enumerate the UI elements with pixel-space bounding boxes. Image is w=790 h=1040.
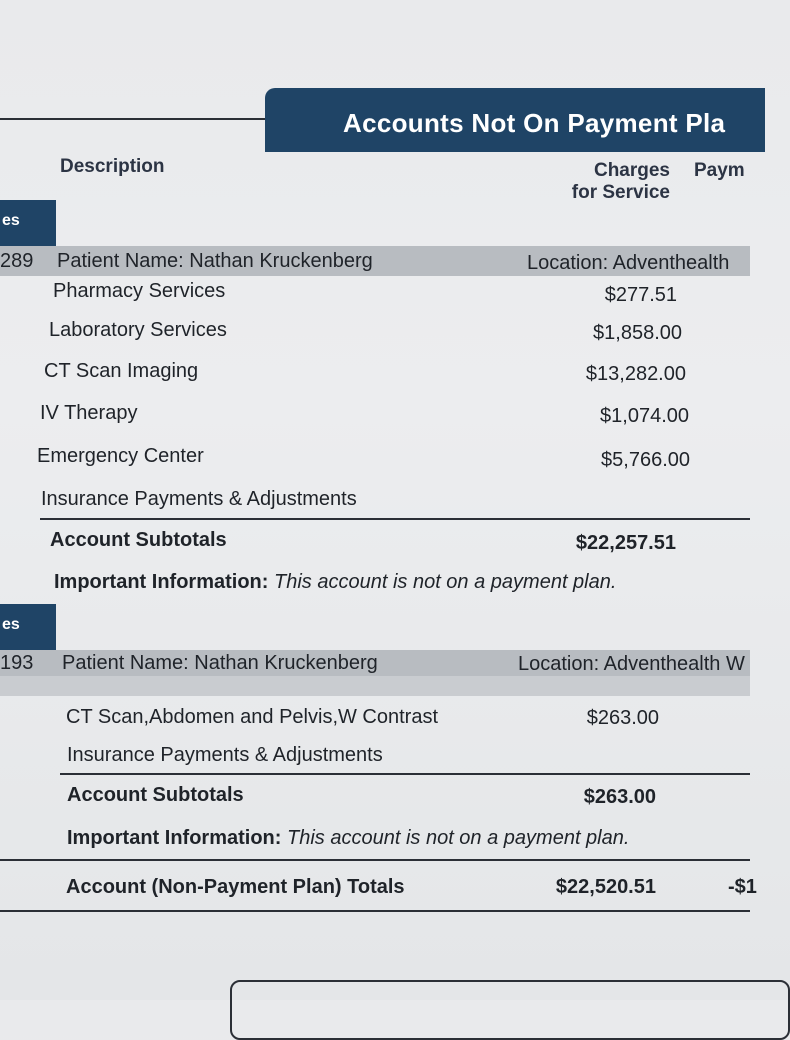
line-item-amount: $1,074.00 [600,405,689,427]
line-item-amount: $1,858.00 [593,322,682,344]
account-tab-label: es [2,616,20,633]
account-number: 193 [0,652,34,674]
subtotal-rule [60,773,750,775]
charges-line1: Charges [593,160,670,181]
line-item-label: IV Therapy [40,402,138,424]
patient-row-shade [0,676,750,696]
patient-name: Patient Name: Nathan Kruckenberg [57,250,373,272]
account-tab [0,200,56,246]
column-header-description: Description [60,156,165,177]
subtotal-rule [40,518,750,520]
important-info-text: This account is not on a payment plan. [287,827,630,849]
important-info-label: Important Information: [67,827,282,849]
next-section-frame [230,980,790,1040]
line-item-label: CT Scan Imaging [44,360,199,382]
line-item-label: Pharmacy Services [53,280,226,302]
line-item-amount: $13,282.00 [585,363,686,385]
totals-label: Account (Non-Payment Plan) Totals [66,876,405,898]
important-info-label: Important Information: [54,571,269,593]
column-header-payments: Paym [694,160,745,181]
line-item-amount: $263.00 [586,707,659,729]
totals-top-rule [0,859,750,861]
totals-bottom-rule [0,910,750,912]
account-tab-label: es [2,212,20,229]
location: Location: Adventhealth [527,252,730,274]
totals-payments: -$1 [728,876,757,898]
line-item-label: Insurance Payments & Adjustments [41,488,357,510]
account-tab [0,604,56,650]
subtotal-amount: $22,257.51 [575,532,676,554]
totals-amount: $22,520.51 [555,876,656,898]
patient-name: Patient Name: Nathan Kruckenberg [62,652,378,674]
line-item-label: Insurance Payments & Adjustments [67,744,383,766]
line-item-label: Emergency Center [37,445,204,467]
important-info [67,827,629,850]
location: Location: Adventhealth W [518,653,745,675]
subtotal-amount: $263.00 [583,786,656,808]
subtotal-label: Account Subtotals [67,784,244,806]
header-rule [0,118,265,120]
important-info [54,571,616,594]
important-info-text: This account is not on a payment plan. [274,571,617,593]
line-item-amount: $277.51 [604,284,677,306]
page-title: Accounts Not On Payment Pla [343,108,726,138]
account-number: 289 [0,250,34,272]
column-header-charges [560,160,670,204]
subtotal-label: Account Subtotals [50,529,227,551]
line-item-label: CT Scan,Abdomen and Pelvis,W Contrast [66,706,439,728]
title-banner [265,88,765,152]
charges-line2: for Service [571,182,670,203]
line-item-label: Laboratory Services [49,319,227,341]
line-item-amount: $5,766.00 [601,449,690,471]
